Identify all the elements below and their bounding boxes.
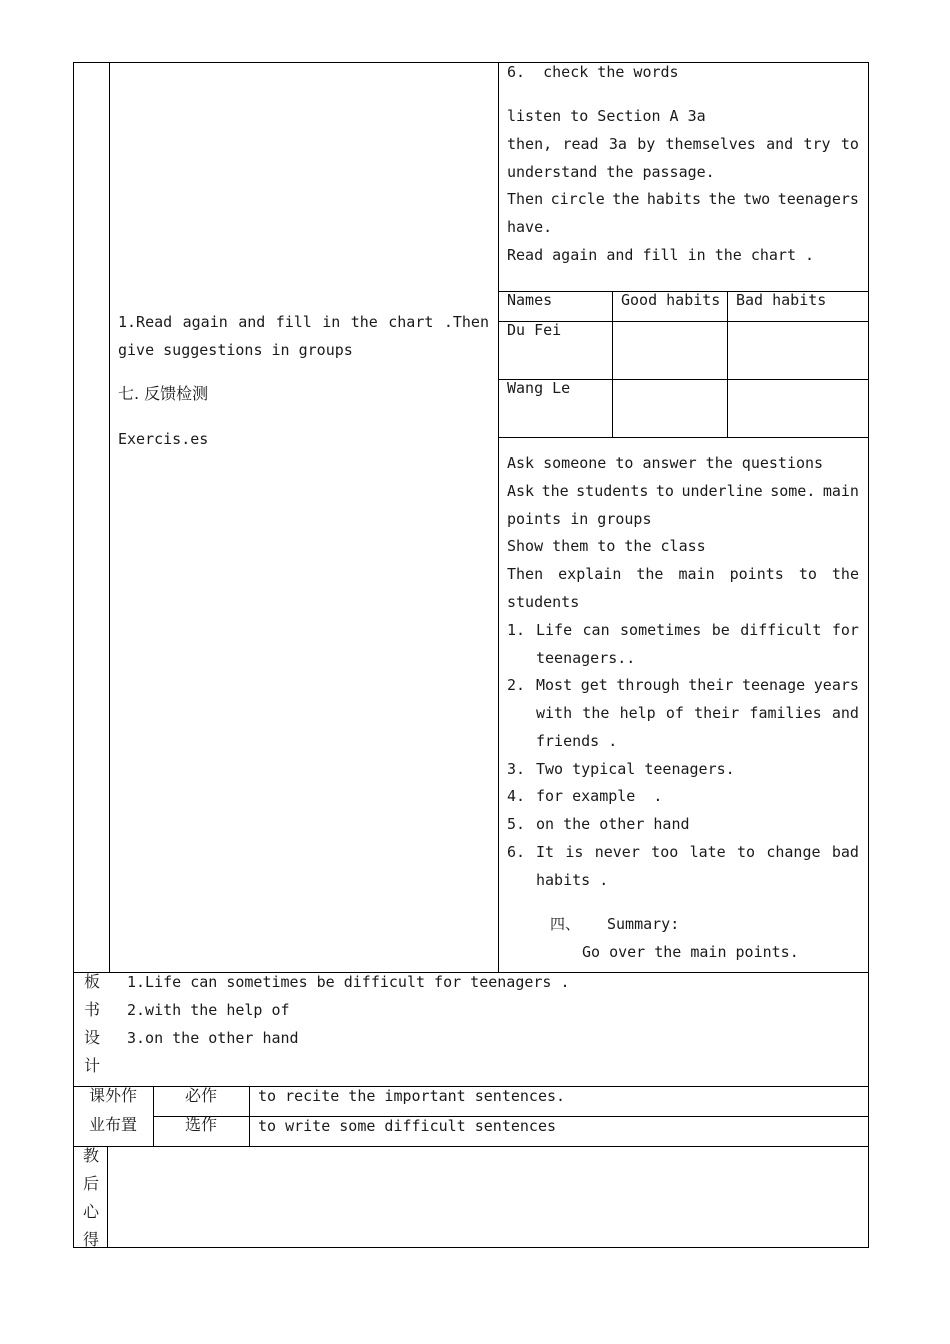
word: .Then (443, 313, 489, 331)
word: main (678, 565, 715, 583)
board-label-char: 计 (83, 1056, 100, 1075)
point-line (536, 838, 859, 866)
word: teenage (741, 676, 806, 694)
word: points (729, 565, 784, 583)
point-line (536, 671, 859, 699)
homework-text: to recite the important sentences. (258, 1087, 566, 1105)
point-number: 1. (507, 621, 526, 639)
word: 3a (608, 135, 627, 153)
left-task-line2: give suggestions in groups (118, 341, 353, 359)
word: help (619, 704, 656, 722)
word: to (655, 482, 674, 500)
then-read-line1 (507, 130, 859, 158)
then-read-line2: understand the passage. (507, 163, 715, 181)
summary-label: Summary: (607, 915, 680, 933)
grid-line-v-reflection (107, 1146, 108, 1248)
homework-text: to write some difficult sentences (258, 1117, 557, 1135)
grid-line-h-homework-end (73, 1146, 869, 1147)
word: get (580, 676, 608, 694)
underline-line1 (507, 477, 859, 505)
reflection-label-char: 后 (82, 1174, 99, 1193)
grid-line-v-middle (498, 62, 499, 973)
homework-type: 选作 (185, 1115, 218, 1134)
grid-line-v-homework-1 (153, 1086, 154, 1147)
word: for (831, 621, 859, 639)
word: and (766, 135, 794, 153)
summary-number: 四、 (550, 915, 581, 933)
word: be (711, 621, 730, 639)
point-number: 2. (507, 676, 526, 694)
word: explain (558, 565, 622, 583)
word: the (582, 704, 610, 722)
word: chart (388, 313, 434, 331)
exercises-text: Exercis.es (118, 430, 209, 448)
board-label-char: 设 (83, 1028, 100, 1047)
word: students (576, 482, 649, 500)
word: can (582, 621, 610, 639)
point-number: 3. (507, 760, 526, 778)
point-line: friends . (536, 732, 618, 750)
word: never (594, 843, 640, 861)
point-line: for example . (536, 787, 663, 805)
habits-table-line-v2 (727, 291, 728, 438)
habits-row-name: Wang Le (507, 379, 571, 397)
board-line: 2.with the help of (127, 1001, 290, 1019)
word: by (637, 135, 656, 153)
word: Most (536, 676, 573, 694)
outer-border-bottom (73, 1247, 869, 1248)
grid-line-v-homework-2 (249, 1086, 250, 1147)
reflection-label-char: 心 (82, 1202, 99, 1221)
word: their (694, 704, 740, 722)
step6-text: 6. check the words (507, 63, 679, 81)
homework-type: 必作 (185, 1086, 218, 1105)
word: difficult (740, 621, 822, 639)
word: and (831, 704, 859, 722)
point-number: 4. (507, 787, 526, 805)
show-text: Show them to the class (507, 537, 706, 555)
word: circle (550, 190, 605, 208)
word: sometimes (620, 621, 702, 639)
word: to (840, 135, 859, 153)
habits-row-name: Du Fei (507, 321, 562, 339)
section-heading: 七. 反馈检测 (118, 384, 209, 403)
reflection-label-char: 得 (82, 1230, 99, 1249)
word: their (688, 676, 734, 694)
word: 1.Read (118, 313, 173, 331)
word: teenagers (777, 190, 859, 208)
word: Then (507, 190, 544, 208)
word: then, (507, 135, 553, 153)
word: through (616, 676, 680, 694)
word: Life (536, 621, 573, 639)
word: themselves (665, 135, 756, 153)
word: habits (646, 190, 702, 208)
point-line: teenagers.. (536, 649, 636, 667)
word: too (651, 843, 679, 861)
homework-label: 业布置 (89, 1115, 138, 1134)
point-number: 5. (507, 815, 526, 833)
point-line (536, 616, 859, 644)
word: It (536, 843, 555, 861)
reflection-label-char: 教 (82, 1146, 99, 1165)
underline-line2: points in groups (507, 510, 652, 528)
word: families (749, 704, 822, 722)
word: to (798, 565, 817, 583)
word: some. (770, 482, 816, 500)
point-line: on the other hand (536, 815, 690, 833)
explain-line1 (507, 560, 859, 588)
circle-line2: have. (507, 218, 553, 236)
habits-header-bad: Bad habits (736, 291, 827, 309)
word: the (541, 482, 569, 500)
habits-header-names: Names (507, 291, 553, 309)
board-label-char: 板 (83, 972, 100, 991)
grid-line-v-label (109, 62, 110, 973)
word: Then (507, 565, 544, 583)
word: the (612, 190, 640, 208)
word: in (322, 313, 341, 331)
outer-border-top (73, 62, 869, 63)
word: years (813, 676, 859, 694)
point-line: habits . (536, 871, 609, 889)
word: with (536, 704, 573, 722)
word: of (665, 704, 684, 722)
word: read (562, 135, 599, 153)
word: main (822, 482, 859, 500)
word: the (350, 313, 378, 331)
word: Ask (507, 482, 535, 500)
habits-table-line-v1 (612, 291, 613, 438)
word: late (689, 843, 726, 861)
word: bad (831, 843, 859, 861)
word: to (736, 843, 756, 861)
word: underline (681, 482, 763, 500)
habits-table-line-bottom (498, 437, 869, 438)
habits-header-good: Good habits (621, 291, 721, 309)
word: the (831, 565, 859, 583)
summary-text: Go over the main points. (582, 943, 799, 961)
board-line: 1.Life can sometimes be difficult for teenagers . (127, 973, 570, 991)
word: two (743, 190, 771, 208)
outer-border-right (868, 62, 869, 1248)
word: the (708, 190, 736, 208)
board-label-char: 书 (83, 1000, 100, 1019)
circle-line1 (507, 185, 859, 213)
homework-label: 课外作 (89, 1086, 138, 1105)
word: change (766, 843, 821, 861)
word: is (565, 843, 584, 861)
word: fill (275, 313, 312, 331)
board-line: 3.on the other hand (127, 1029, 299, 1047)
word: and (238, 313, 266, 331)
left-task-line1 (118, 308, 489, 336)
word: again (182, 313, 228, 331)
listen-text: listen to Section A 3a (507, 107, 706, 125)
point-line (536, 699, 859, 727)
outer-border-left (73, 62, 74, 1248)
point-number: 6. (507, 843, 526, 861)
point-line: Two typical teenagers. (536, 760, 735, 778)
word: try (803, 135, 831, 153)
explain-line2: students (507, 593, 580, 611)
word: the (636, 565, 664, 583)
read-again-text: Read again and fill in the chart . (507, 246, 815, 264)
ask-answer-text: Ask someone to answer the questions (507, 454, 824, 472)
